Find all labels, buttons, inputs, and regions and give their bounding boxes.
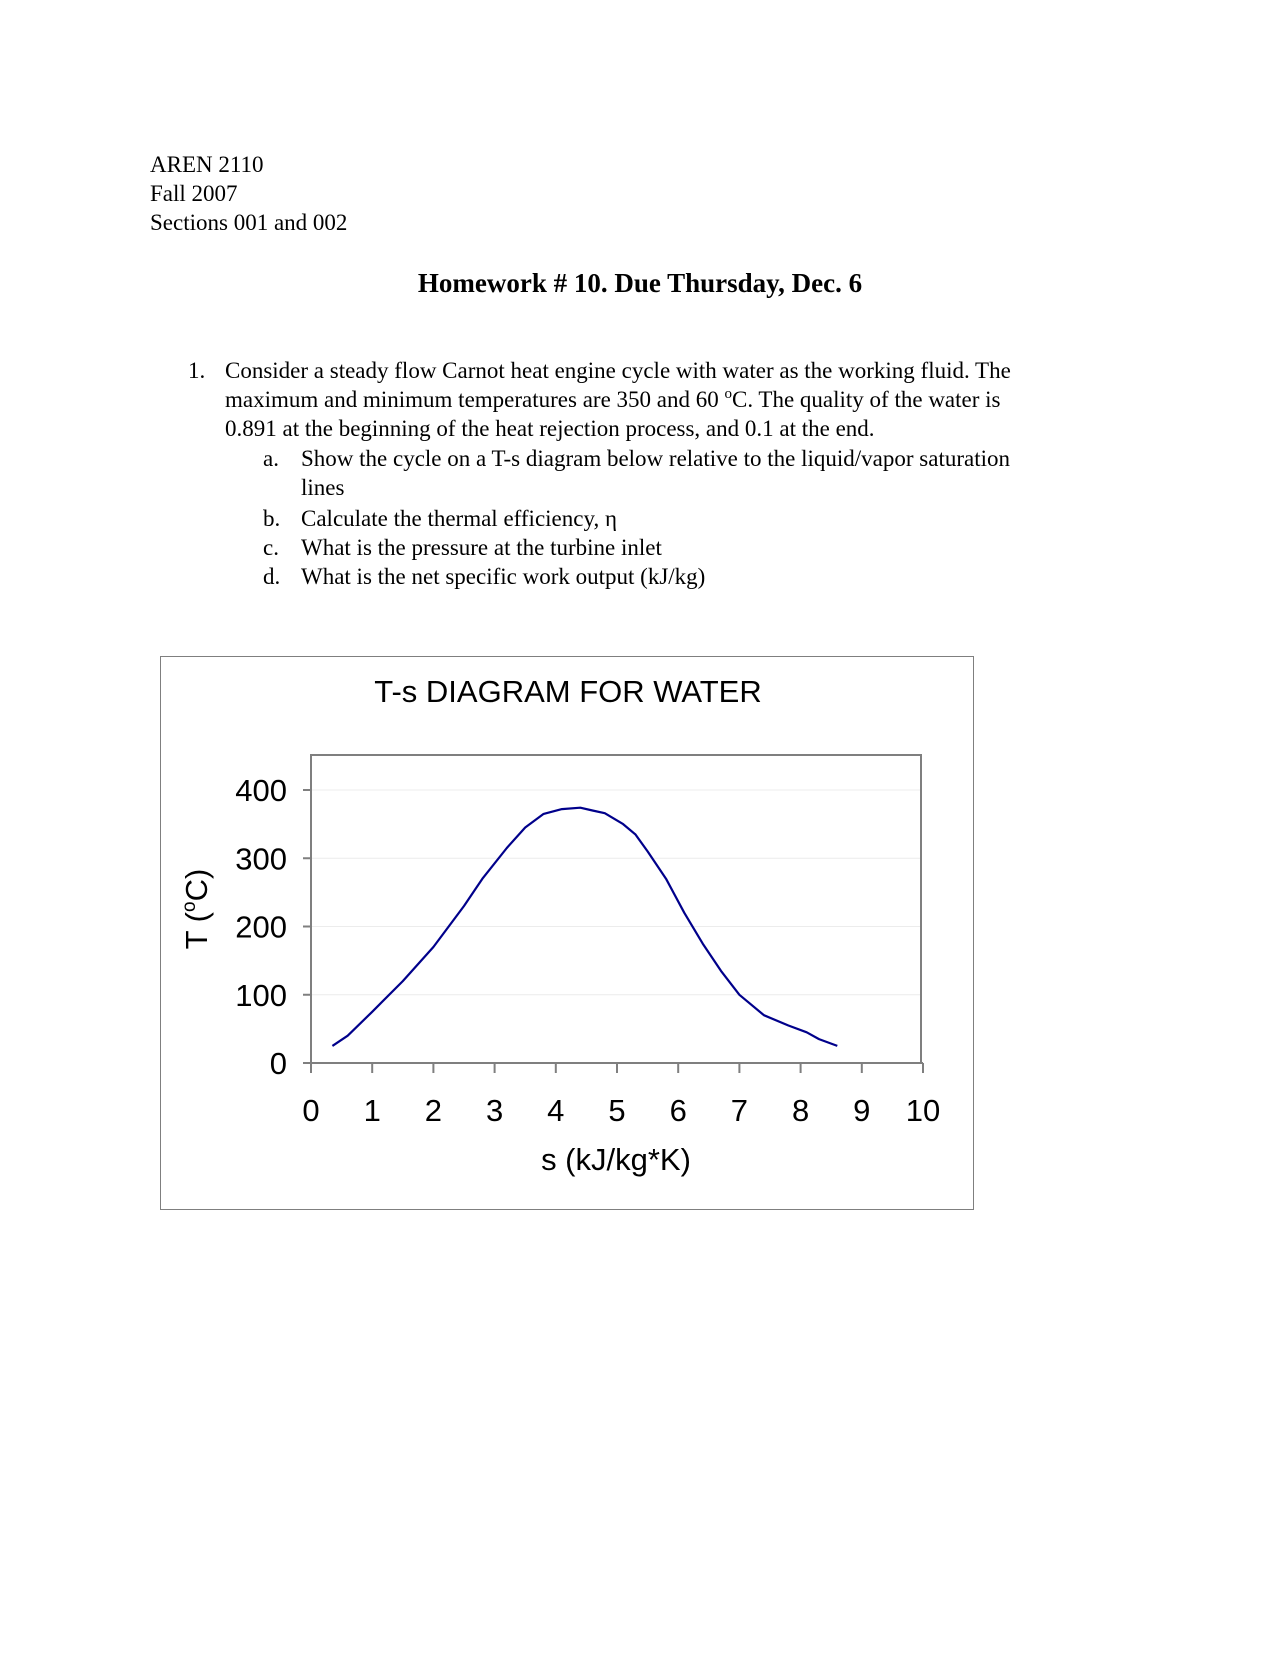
subquestion-letter: c. xyxy=(263,535,279,560)
x-tick-label: 0 xyxy=(302,1093,320,1128)
course-term: Fall 2007 xyxy=(150,181,238,206)
y-axis-label xyxy=(179,869,214,950)
y-axis-label-pre: T ( xyxy=(179,911,214,950)
y-tick-label: 100 xyxy=(235,977,287,1013)
problem-line-2 xyxy=(225,385,1105,414)
subquestion-text: What is the net specific work output (kJ/kg) xyxy=(301,564,706,589)
y-axis-label-superscript: o xyxy=(179,901,200,912)
subquestion-text: Show the cycle on a T-s diagram below relative to the liquid/vapor saturation xyxy=(301,446,1010,471)
x-tick-label: 4 xyxy=(547,1093,565,1128)
y-tick-label: 400 xyxy=(235,773,287,808)
subquestion-text: What is the pressure at the turbine inlet xyxy=(301,535,662,560)
y-tick-label: 0 xyxy=(269,1046,287,1081)
y-tick-label: 300 xyxy=(235,841,287,877)
y-tick-label: 200 xyxy=(235,909,287,945)
x-tick-label: 10 xyxy=(905,1093,941,1128)
course-sections: Sections 001 and 002 xyxy=(150,210,348,235)
subquestion-text: Calculate the thermal efficiency, η xyxy=(301,506,617,531)
x-tick-label: 1 xyxy=(363,1093,381,1128)
plot-area xyxy=(311,755,921,1063)
degree-superscript: o xyxy=(724,386,732,402)
problem-line-3: 0.891 at the beginning of the heat rejection process, and 0.1 at the end. xyxy=(225,416,875,441)
problem-line-1: Consider a steady flow Carnot heat engine cycle with water as the working fluid. The xyxy=(225,358,1011,383)
x-tick-label: 9 xyxy=(853,1093,871,1128)
problem-statement xyxy=(225,356,1105,443)
ts-diagram-chart xyxy=(160,656,974,1210)
x-tick-label: 5 xyxy=(608,1093,626,1128)
subquestion-text-continued: lines xyxy=(301,475,345,500)
problem-number: 1. xyxy=(188,358,206,383)
subquestion-letter: b. xyxy=(263,506,281,531)
x-tick-label: 3 xyxy=(485,1093,504,1128)
subquestion-letter: d. xyxy=(263,564,281,589)
chart-title: T-s DIAGRAM FOR WATER xyxy=(374,674,762,709)
x-axis-label: s (kJ/kg*K) xyxy=(541,1142,691,1177)
y-axis-label-post: C) xyxy=(179,868,214,902)
x-tick-label: 7 xyxy=(730,1093,749,1128)
problem-line-2-pre: maximum and minimum temperatures are 350 and 60 xyxy=(225,387,725,412)
x-tick-label: 2 xyxy=(424,1093,443,1128)
subquestion-letter: a. xyxy=(263,446,279,471)
course-header xyxy=(150,150,347,237)
homework-title: Homework # 10. Due Thursday, Dec. 6 xyxy=(417,268,863,298)
course-code: AREN 2110 xyxy=(150,152,264,177)
x-tick-label: 8 xyxy=(791,1093,810,1128)
problem-line-2-post: C. The quality of the water is xyxy=(732,387,1001,412)
chart-plot xyxy=(161,657,975,1211)
x-tick-label: 6 xyxy=(669,1093,687,1128)
